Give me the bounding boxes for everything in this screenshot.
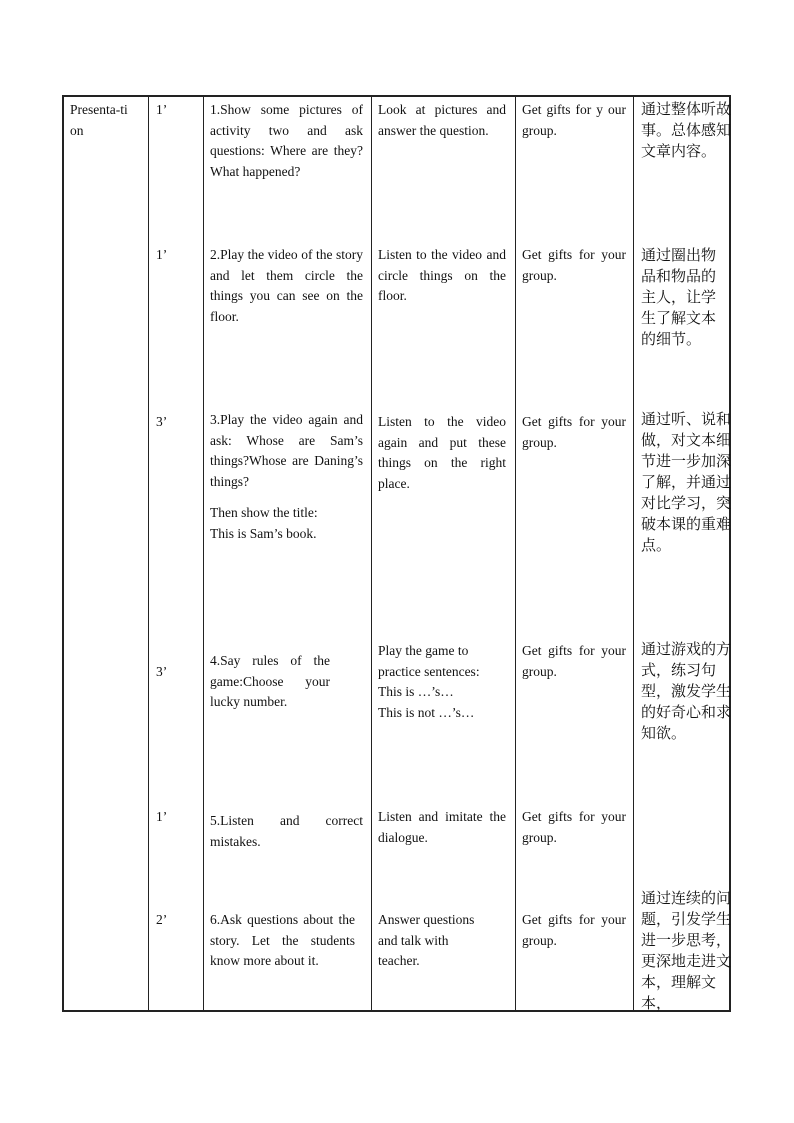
row-3-evaluation: Get gifts for your group. (522, 414, 626, 450)
row-4-student-sentence-2: This is not …’s… (378, 705, 475, 721)
column-divider (148, 97, 149, 1010)
row-1-teacher-activity: 1.Show some pictures of activity two and ask questions: Where are they?What happened? (210, 102, 363, 180)
row-2-teacher-activity: 2.Play the video of the story and let them circle the things you can see on the floor. (210, 247, 363, 325)
row-6-teacher-activity: 6.Ask questions about the story. Let the students know more about it. (210, 912, 355, 969)
row-4-student-activity (378, 641, 506, 724)
row-4-teacher-activity: 4.Say rules of the game:Choose your lucky number. (210, 653, 330, 710)
row-3-teacher-title: This is Sam’s book. (210, 525, 317, 541)
row-3-teacher-question: 3.Play the video again and ask: Whose are Sam’s things?Whose are Daning’s things? (210, 412, 363, 490)
row-3-student-activity: Listen to the video again and put these things on the right place. (378, 414, 506, 492)
row-6-purpose: 通过连续的问题，引发学生进一步思考，更深地走进文本，理解文本， (641, 889, 732, 1012)
row-2-student-activity: Listen to the video and circle things on the floor. (378, 247, 506, 304)
row-4-evaluation: Get gifts for your group. (522, 643, 626, 679)
row-2-purpose: 通过圈出物品和物品的主人，让学生了解文本的细节。 (641, 246, 717, 348)
row-1-student-activity: Look at pictures and answer the question. (378, 102, 506, 138)
row-5-teacher-activity: 5.Listen and correct mistakes. (210, 813, 363, 849)
column-divider (633, 97, 634, 1010)
row-1-time: 1’ (156, 102, 168, 117)
row-3-teacher-activity (210, 410, 363, 544)
row-4-student-sentence-1: This is …’s… (378, 684, 454, 700)
row-1-purpose: 通过整体听故事。总体感知文章内容。 (641, 100, 732, 160)
row-2-time: 1’ (156, 247, 168, 262)
column-divider (515, 97, 516, 1010)
row-3-time: 3’ (156, 414, 168, 429)
row-4-time: 3’ (156, 664, 168, 679)
row-5-evaluation: Get gifts for your group. (522, 809, 626, 845)
row-4-purpose: 通过游戏的方式，练习句型，激发学生的好奇心和求知欲。 (641, 640, 732, 742)
row-3-teacher-title-intro: Then show the title: (210, 504, 318, 520)
row-4-student-instruction: Play the game to practice sentences: (378, 643, 480, 679)
column-divider (371, 97, 372, 1010)
row-6-evaluation: Get gifts for your group. (522, 912, 626, 948)
row-6-time: 2’ (156, 912, 168, 927)
row-3-purpose: 通过听、说和做，对文本细节进一步加深了解，并通过对比学习，突破本课的重难点。 (641, 410, 732, 554)
row-5-time: 1’ (156, 809, 168, 824)
stage-label (70, 100, 128, 141)
row-5-student-activity: Listen and imitate the dialogue. (378, 809, 506, 845)
lesson-plan-table (62, 95, 731, 1012)
stage-text: Presenta-tion (70, 102, 128, 138)
row-2-evaluation: Get gifts for your group. (522, 247, 626, 283)
row-1-evaluation: Get gifts for y our group. (522, 102, 626, 138)
column-divider (203, 97, 204, 1010)
row-6-student-activity: Answer questions and talk with teacher. (378, 912, 475, 969)
